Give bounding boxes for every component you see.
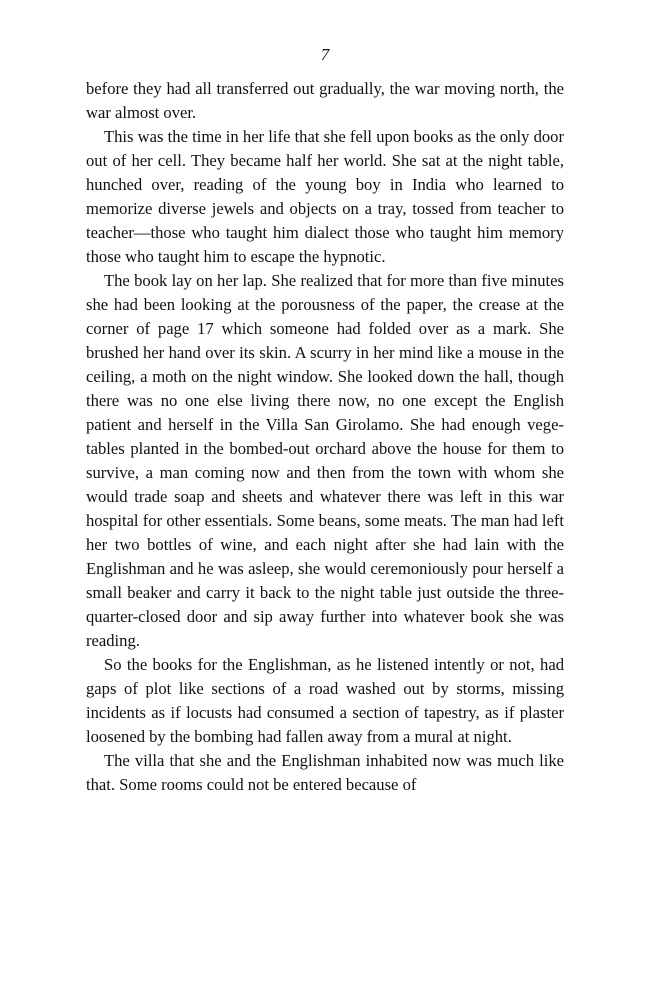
paragraph-continuation: before they had all transferred out gradually, the war moving north, the war almost over.	[86, 79, 564, 122]
page-number: 7	[320, 45, 330, 64]
paragraph-book-on-lap: The book lay on her lap. She realized that for more than five minutes she had been looking at the porousness of the paper, the crease at the corner of page 17 which someone had folded over as a mark. She brushed her hand over its skin. A scurry in her mind like a mouse in the ceiling, a moth on the night window. She looked down the hall, though there was no one else living there now, no one except the English patient and herself in the Villa San Girolamo. She had enough vegetables planted in the bombed-out orchard above the house for them to survive, a man coming now and then from the town with whom she would trade soap and sheets and whatever there was left in this war hospital for other essentials. Some beans, some meats. The man had left her two bottles of wine, and each night after she had lain with the Englishman and he was asleep, she would ceremoniously pour herself a small beaker and carry it back to the night table just outside the three-quarter-closed door and sip away further into whatever book she was reading.	[86, 271, 564, 650]
paragraph-villa: The villa that she and the Englishman inhabited now was much like that. Some rooms could not be entered because of	[86, 751, 564, 794]
book-page	[86, 44, 564, 797]
paragraph-books-as-door: This was the time in her life that she fell upon books as the only door out of her cell. They became half her world. She sat at the night table, hunched over, reading of the young boy in India who learned to memorize diverse jewels and objects on a tray, tossed from teacher to teacher—those who taught him dialect those who taught him memory those who taught him to escape the hypnotic.	[86, 127, 564, 266]
paragraph-gaps-of-plot: So the books for the Englishman, as he listened intently or not, had gaps of plot like sections of a road washed out by storms, missing incidents as if locusts had consumed a section of tapestry, as if plaster loosened by the bombing had fallen away from a mural at night.	[86, 655, 564, 746]
